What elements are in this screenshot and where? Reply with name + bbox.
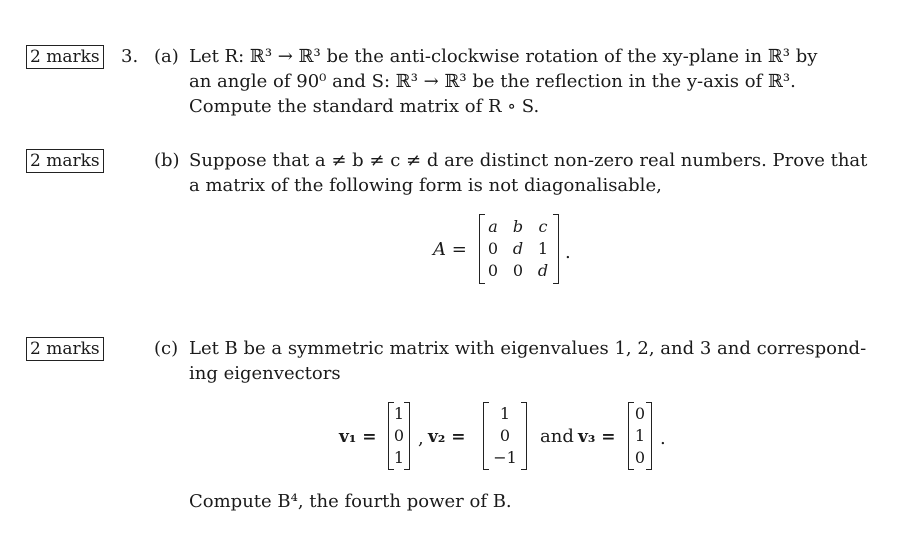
vector-v1-entry: 0 (393, 426, 405, 445)
matrix-a-cell: 1 (537, 239, 549, 258)
part-c-line-2: ing eigenvectors (189, 363, 341, 384)
part-a-line-1: Let R: ℝ³ → ℝ³ be the anti-clockwise rotation of the xy-plane in ℝ³ by (189, 46, 818, 67)
vectors-period: . (660, 428, 666, 449)
vector-separator: , (418, 428, 424, 449)
matrix-a-cell: d (537, 261, 549, 280)
matrix-a-cell: b (512, 217, 524, 236)
matrix-a-period: . (565, 242, 571, 263)
matrix-a (479, 214, 559, 284)
marks-box-a: 2 marks (26, 45, 104, 69)
marks-box-b: 2 marks (26, 149, 104, 173)
vector-v2-entry: 1 (499, 404, 511, 423)
vector-v3-entry: 0 (634, 448, 646, 467)
part-a-line-3: Compute the standard matrix of R ∘ S. (189, 96, 540, 117)
vector-v1-entry: 1 (393, 448, 405, 467)
matrix-a-lhs: A = (433, 239, 467, 260)
vector-v3-entry: 1 (634, 426, 646, 445)
v1-label: v₁ = (339, 427, 377, 447)
part-a-label: (a) (154, 46, 179, 67)
and-text: and (540, 426, 574, 447)
v3-label: v₃ = (578, 427, 616, 447)
vector-v3-entry: 0 (634, 404, 646, 423)
vector-v1-entry: 1 (393, 404, 405, 423)
part-b-label: (b) (154, 150, 180, 171)
matrix-a-cell: 0 (512, 261, 524, 280)
part-b-line-1: Suppose that a ≠ b ≠ c ≠ d are distinct non-zero real numbers. Prove that (189, 150, 868, 171)
marks-box-c: 2 marks (26, 337, 104, 361)
question-number: 3. (121, 46, 139, 67)
part-a-line-2: an angle of 90⁰ and S: ℝ³ → ℝ³ be the reflection in the y-axis of ℝ³. (189, 71, 796, 92)
v2-label: v₂ = (428, 427, 466, 447)
vector-v2-entry: 0 (499, 426, 511, 445)
part-c-line-1: Let B be a symmetric matrix with eigenvalues 1, 2, and 3 and correspond- (189, 338, 867, 359)
matrix-a-cell: 0 (487, 239, 499, 258)
vector-v3 (628, 402, 652, 470)
part-c-label: (c) (154, 338, 179, 359)
matrix-a-cell: a (488, 217, 498, 236)
matrix-a-cell: c (538, 217, 548, 236)
vector-v1 (388, 402, 410, 470)
vector-v2-entry: −1 (493, 448, 517, 467)
matrix-a-cell: d (512, 239, 524, 258)
matrix-a-cell: 0 (487, 261, 499, 280)
vector-v2 (483, 402, 527, 470)
part-c-final-line: Compute B⁴, the fourth power of B. (189, 491, 512, 512)
part-b-line-2: a matrix of the following form is not diagonalisable, (189, 175, 662, 196)
